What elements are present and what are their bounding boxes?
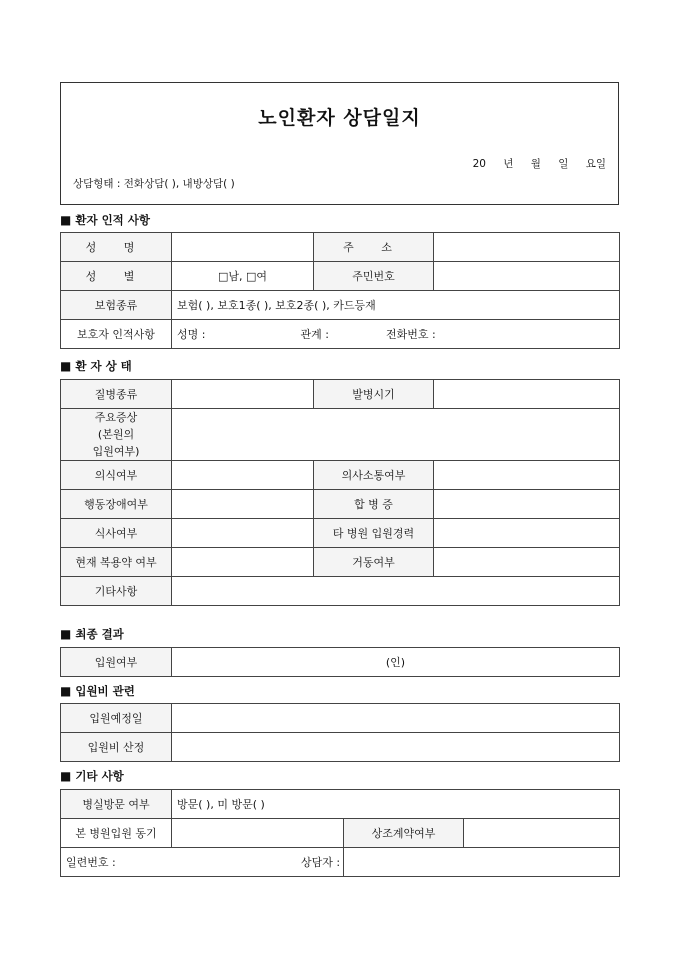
admission-status-label: 입원여부	[61, 648, 172, 677]
table-row	[61, 548, 620, 577]
table-row	[61, 704, 620, 733]
other-hospital-label: 타 병원 입원경력	[314, 519, 434, 548]
guardian-phone-label: 전화번호 :	[385, 328, 436, 341]
table-row	[61, 733, 620, 762]
insurance-label: 보험종류	[61, 291, 172, 320]
table-row	[61, 262, 620, 291]
personal-info-table	[60, 232, 620, 349]
section-title-etc: ■ 기타 사항	[60, 769, 124, 783]
symptom-label: 주요증상 (본원의 입원여부)	[61, 409, 172, 461]
guardian-relation-label: 관계 :	[300, 328, 329, 341]
table-row	[61, 320, 620, 349]
mobility-label: 행동장애여부	[61, 490, 172, 519]
square-bullet-icon: ■	[60, 769, 72, 783]
name-label: 성 명	[61, 233, 172, 262]
room-visit-field[interactable]: 방문( ), 미 방문( )	[172, 790, 620, 819]
communication-field[interactable]	[434, 461, 620, 490]
square-bullet-icon: ■	[60, 213, 72, 227]
section-title-result: ■ 최종 결과	[60, 627, 124, 641]
contract-label: 상조계약여부	[344, 819, 464, 848]
onset-label: 발병시기	[314, 380, 434, 409]
meal-label: 식사여부	[61, 519, 172, 548]
gender-label: 성 별	[61, 262, 172, 291]
scheduled-date-field[interactable]	[172, 704, 620, 733]
mobility-field[interactable]	[172, 490, 314, 519]
address-label: 주 소	[314, 233, 434, 262]
scheduled-date-label: 입원예정일	[61, 704, 172, 733]
table-row	[61, 648, 620, 677]
motive-label: 본 병원입원 동기	[61, 819, 172, 848]
final-result-table	[60, 647, 620, 677]
symptom-field[interactable]	[172, 409, 620, 461]
admission-cost-table	[60, 703, 620, 762]
insurance-field[interactable]: 보험( ), 보호1종( ), 보호2종( ), 카드등재	[172, 291, 620, 320]
medication-field[interactable]	[172, 548, 314, 577]
complication-label: 합 병 증	[314, 490, 434, 519]
medication-label: 현재 복용약 여부	[61, 548, 172, 577]
counselor-field[interactable]: 상담자 :	[344, 848, 620, 877]
motive-field[interactable]	[172, 819, 344, 848]
residence-field[interactable]	[434, 548, 620, 577]
section-title-admission: ■ 입원비 관련	[60, 684, 135, 698]
consciousness-label: 의식여부	[61, 461, 172, 490]
communication-label: 의사소통여부	[314, 461, 434, 490]
square-bullet-icon: ■	[60, 359, 72, 373]
patient-status-table	[60, 379, 620, 606]
other-hospital-field[interactable]	[434, 519, 620, 548]
table-row	[61, 490, 620, 519]
table-row	[61, 519, 620, 548]
cost-estimate-field[interactable]	[172, 733, 620, 762]
room-visit-label: 병실방문 여부	[61, 790, 172, 819]
table-row	[61, 380, 620, 409]
guardian-name-label: 성명 :	[177, 328, 206, 341]
guardian-field[interactable]	[172, 320, 620, 349]
admission-status-field[interactable]: (인)	[172, 648, 620, 677]
contract-field[interactable]	[464, 819, 620, 848]
section-title-personal: ■ 환자 인적 사항	[60, 213, 151, 227]
gender-checkboxes[interactable]: □남, □여	[172, 262, 314, 291]
other-field[interactable]	[172, 577, 620, 606]
residence-label: 거동여부	[314, 548, 434, 577]
address-field[interactable]	[434, 233, 620, 262]
table-row	[61, 291, 620, 320]
table-row	[61, 577, 620, 606]
consultation-type: 상담형태 : 전화상담( ), 내방상담( )	[73, 178, 235, 190]
serial-number-field[interactable]: 일련번호 :	[61, 848, 344, 877]
cost-estimate-label: 입원비 산정	[61, 733, 172, 762]
date-line: 20 년 월 일 요일	[472, 158, 606, 170]
onset-field[interactable]	[434, 380, 620, 409]
table-row	[61, 409, 620, 461]
rrn-label: 주민번호	[314, 262, 434, 291]
other-label: 기타사항	[61, 577, 172, 606]
etc-table	[60, 789, 620, 877]
header-box	[60, 82, 619, 205]
square-bullet-icon: ■	[60, 684, 72, 698]
document-title: 노인환자 상담일지	[258, 107, 421, 129]
table-row	[61, 790, 620, 819]
complication-field[interactable]	[434, 490, 620, 519]
meal-field[interactable]	[172, 519, 314, 548]
guardian-label: 보호자 인적사항	[61, 320, 172, 349]
square-bullet-icon: ■	[60, 627, 72, 641]
disease-field[interactable]	[172, 380, 314, 409]
name-field[interactable]	[172, 233, 314, 262]
table-row	[61, 461, 620, 490]
table-row	[61, 819, 620, 848]
consciousness-field[interactable]	[172, 461, 314, 490]
table-row	[61, 233, 620, 262]
table-row	[61, 848, 620, 877]
rrn-field[interactable]	[434, 262, 620, 291]
disease-label: 질병종류	[61, 380, 172, 409]
section-title-status: ■ 환 자 상 태	[60, 359, 132, 373]
